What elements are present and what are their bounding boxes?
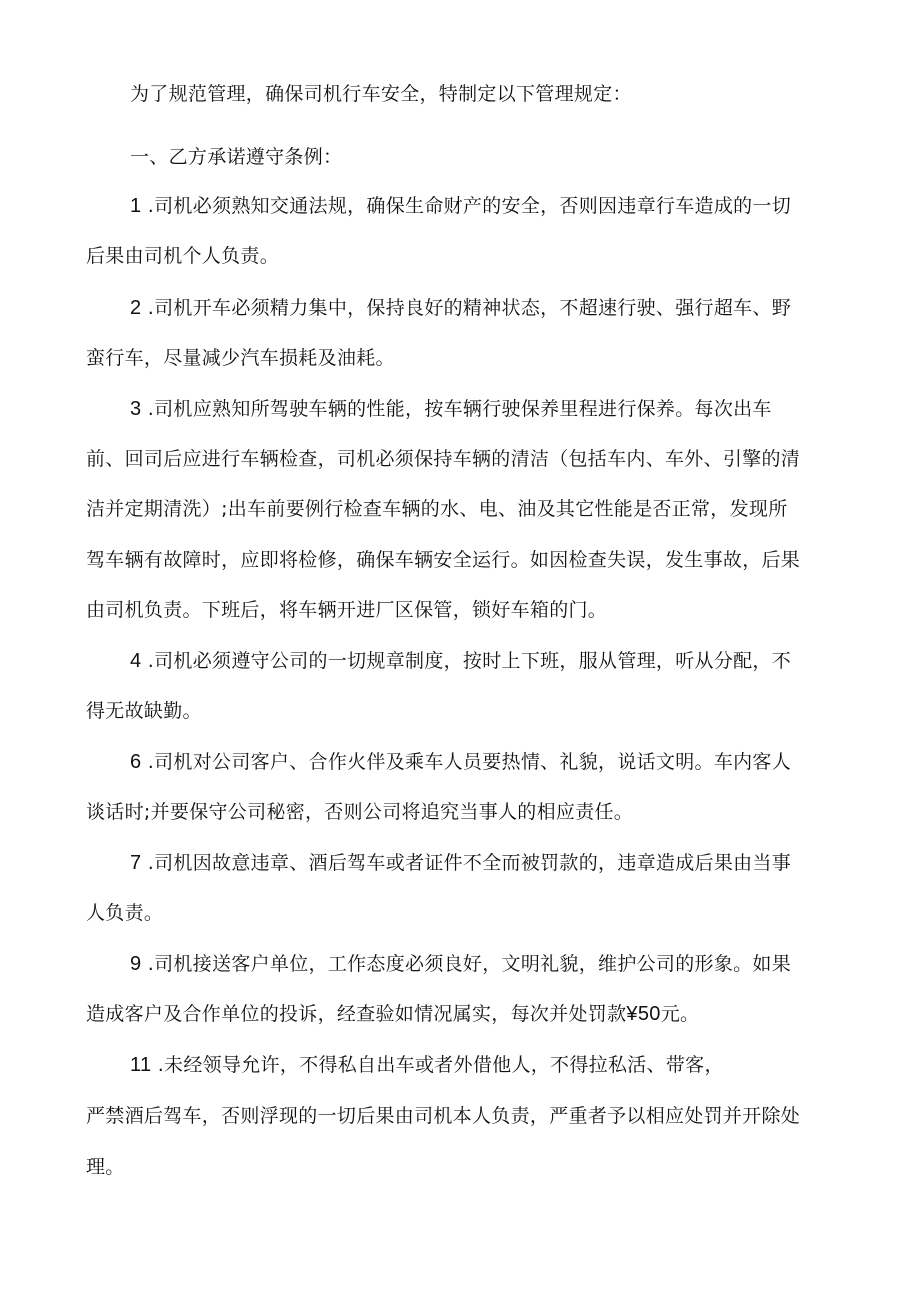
rule-11-line-3: 理。: [86, 1156, 125, 1178]
rule-6-line-2: 谈话时;并要保守公司秘密，否则公司将追究当事人的相应责任。: [86, 801, 634, 823]
rule-9-line-2: 造成客户及合作单位的投诉，经查验如情况属实，每次并处罚款¥50元。: [86, 1003, 700, 1025]
rule-2-line-2: 蛮行车，尽量减少汽车损耗及油耗。: [86, 347, 395, 369]
rule-7-number: 7: [130, 852, 142, 874]
rule-7-line-1: 7 .司机因故意违章、酒后驾车或者证件不全而被罚款的，违章造成后果由当事: [130, 852, 792, 874]
rule-7-line-2: 人负责。: [86, 902, 164, 924]
rule-6-number: 6: [130, 751, 142, 773]
rule-3-number: 3: [130, 398, 142, 420]
rule-3-line-3: 洁并定期清洗）;出车前要例行检查车辆的水、电、油及其它性能是否正常，发现所: [86, 498, 788, 520]
rule-11-line-2: 严禁酒后驾车，否则浮现的一切后果由司机本人负责，严重者予以相应处罚并开除处: [86, 1105, 801, 1127]
fine-amount: ¥50: [626, 1003, 661, 1025]
rule-2-line-1: 2 .司机开车必须精力集中，保持良好的精神状态，不超速行驶、强行超车、野: [130, 297, 792, 319]
rule-1-line-1: 1 .司机必须熟知交通法规，确保生命财产的安全，否则因违章行车造成的一切: [130, 195, 792, 217]
rule-6-line-1: 6 .司机对公司客户、合作火伴及乘车人员要热情、礼貌，说话文明。车内客人: [130, 751, 792, 773]
rule-1-number: 1: [130, 195, 142, 217]
rule-1-line-2: 后果由司机个人负责。: [86, 245, 280, 267]
rule-11-line-1: 11 .未经领导允许，不得私自出车或者外借他人，不得拉私活、带客，: [130, 1054, 724, 1076]
intro-paragraph: 为了规范管理，确保司机行车安全，特制定以下管理规定：: [130, 83, 632, 105]
section-heading: 一、乙方承诺遵守条例：: [130, 146, 343, 168]
rule-4-number: 4: [130, 650, 142, 672]
rule-2-number: 2: [130, 297, 142, 319]
rule-3-line-1: 3 .司机应熟知所驾驶车辆的性能，按车辆行驶保养里程进行保养。每次出车: [130, 398, 772, 420]
rule-9-number: 9: [130, 953, 142, 975]
rule-3-line-4: 驾车辆有故障时，应即将检修，确保车辆安全运行。如因检查失误，发生事故，后果: [86, 549, 801, 571]
rule-4-line-1: 4 .司机必须遵守公司的一切规章制度，按时上下班，服从管理，听从分配，不: [130, 650, 792, 672]
rule-3-line-5: 由司机负责。下班后，将车辆开进厂区保管，锁好车箱的门。: [86, 599, 608, 621]
rule-11-number: 11: [130, 1054, 152, 1076]
rule-9-line-1: 9 .司机接送客户单位，工作态度必须良好，文明礼貌，维护公司的形象。如果: [130, 953, 792, 975]
rule-4-line-2: 得无故缺勤。: [86, 700, 202, 722]
rule-3-line-2: 前、回司后应进行车辆检查，司机必须保持车辆的清洁（包括车内、车外、引擎的清: [86, 448, 801, 470]
